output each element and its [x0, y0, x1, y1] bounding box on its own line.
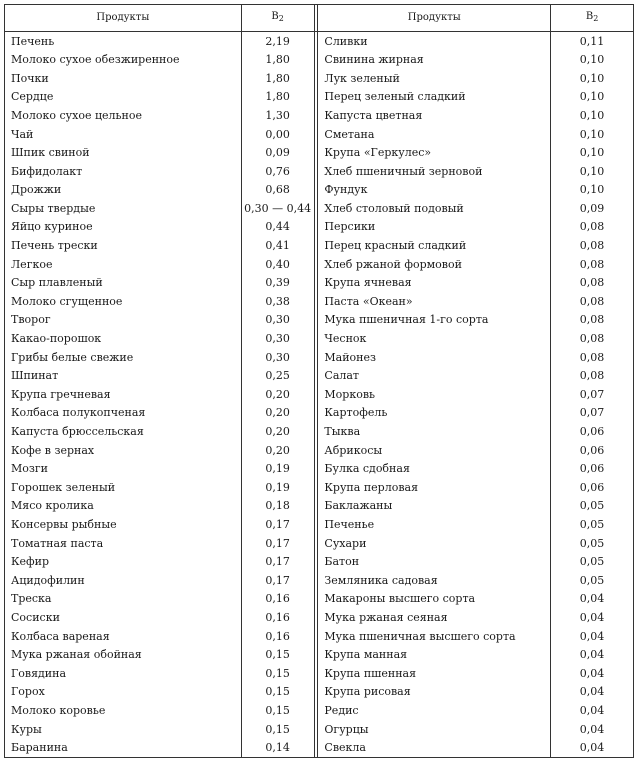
right-product-cell: Персики — [318, 218, 551, 237]
left-product-cell: Какао-порошок — [5, 330, 242, 349]
right-value-cell: 0,04 — [551, 720, 634, 739]
right-value-cell: 0,06 — [551, 422, 634, 441]
right-value-cell: 0,07 — [551, 385, 634, 404]
right-product-cell: Огурцы — [318, 720, 551, 739]
left-value-cell: 0,14 — [241, 739, 314, 758]
right-value-cell: 0,06 — [551, 441, 634, 460]
table-row — [5, 292, 634, 311]
left-product-cell: Треска — [5, 590, 242, 609]
left-product-cell: Колбаса полукопченая — [5, 404, 242, 423]
left-product-cell: Горошек зеленый — [5, 478, 242, 497]
right-value-cell: 0,04 — [551, 739, 634, 758]
right-product-cell: Майонез — [318, 348, 551, 367]
right-product-cell: Крупа ячневая — [318, 274, 551, 293]
left-product-cell: Кефир — [5, 553, 242, 572]
right-value-cell: 0,08 — [551, 237, 634, 256]
left-value-cell: 0,17 — [241, 534, 314, 553]
header-left-value-subscript: 2 — [278, 14, 284, 24]
left-value-cell: 0,16 — [241, 608, 314, 627]
right-value-cell: 0,05 — [551, 553, 634, 572]
left-value-cell: 0,25 — [241, 367, 314, 386]
table-row — [5, 69, 634, 88]
table-row — [5, 720, 634, 739]
table-row — [5, 330, 634, 349]
left-value-cell: 0,68 — [241, 181, 314, 200]
left-product-cell: Легкое — [5, 255, 242, 274]
table-row — [5, 701, 634, 720]
right-value-cell: 0,10 — [551, 51, 634, 70]
right-value-cell: 0,10 — [551, 144, 634, 163]
left-value-cell: 0,19 — [241, 478, 314, 497]
table-row — [5, 646, 634, 665]
left-product-cell: Крупа гречневая — [5, 385, 242, 404]
left-product-cell: Сыр плавленый — [5, 274, 242, 293]
table-row — [5, 441, 634, 460]
right-value-cell: 0,04 — [551, 701, 634, 720]
right-product-cell: Салат — [318, 367, 551, 386]
table-row — [5, 32, 634, 51]
left-product-cell: Томатная паста — [5, 534, 242, 553]
right-value-cell: 0,05 — [551, 515, 634, 534]
left-product-cell: Почки — [5, 69, 242, 88]
right-product-cell: Крупа манная — [318, 646, 551, 665]
right-product-cell: Редис — [318, 701, 551, 720]
right-value-cell: 0,05 — [551, 497, 634, 516]
right-value-cell: 0,04 — [551, 664, 634, 683]
table-row — [5, 553, 634, 572]
table-row — [5, 627, 634, 646]
left-product-cell: Бифидолакт — [5, 162, 242, 181]
right-product-cell: Булка сдобная — [318, 460, 551, 479]
table-row — [5, 125, 634, 144]
left-product-cell: Куры — [5, 720, 242, 739]
left-value-cell: 0,15 — [241, 701, 314, 720]
left-value-cell: 0,38 — [241, 292, 314, 311]
left-value-cell: 0,76 — [241, 162, 314, 181]
right-product-cell: Батон — [318, 553, 551, 572]
right-value-cell: 0,07 — [551, 404, 634, 423]
left-value-cell: 0,19 — [241, 460, 314, 479]
table-row — [5, 274, 634, 293]
left-value-cell: 0,20 — [241, 422, 314, 441]
right-product-cell: Крупа перловая — [318, 478, 551, 497]
header-right-product: Продукты — [318, 5, 551, 32]
table-row — [5, 144, 634, 163]
left-value-cell: 0,16 — [241, 627, 314, 646]
table-row — [5, 51, 634, 70]
right-value-cell: 0,05 — [551, 571, 634, 590]
table-row — [5, 311, 634, 330]
left-value-cell: 0,30 — [241, 348, 314, 367]
table-row — [5, 385, 634, 404]
table-row — [5, 88, 634, 107]
left-value-cell: 0,41 — [241, 237, 314, 256]
table-row — [5, 218, 634, 237]
table-row — [5, 162, 634, 181]
left-product-cell: Горох — [5, 683, 242, 702]
right-product-cell: Сметана — [318, 125, 551, 144]
table-row — [5, 404, 634, 423]
left-value-cell: 0,09 — [241, 144, 314, 163]
right-value-cell: 0,10 — [551, 106, 634, 125]
right-product-cell: Перец красный сладкий — [318, 237, 551, 256]
table-row — [5, 460, 634, 479]
right-value-cell: 0,06 — [551, 460, 634, 479]
left-value-cell: 1,80 — [241, 88, 314, 107]
table-row — [5, 683, 634, 702]
table-header-row — [5, 5, 634, 32]
left-value-cell: 0,17 — [241, 515, 314, 534]
right-value-cell: 0,05 — [551, 534, 634, 553]
left-product-cell: Мясо кролика — [5, 497, 242, 516]
table-row — [5, 367, 634, 386]
right-product-cell: Морковь — [318, 385, 551, 404]
right-value-cell: 0,10 — [551, 69, 634, 88]
left-product-cell: Чай — [5, 125, 242, 144]
right-product-cell: Мука пшеничная 1-го сорта — [318, 311, 551, 330]
left-product-cell: Молоко сухое цельное — [5, 106, 242, 125]
right-value-cell: 0,04 — [551, 646, 634, 665]
table-row — [5, 515, 634, 534]
table-row — [5, 422, 634, 441]
header-right-value-letter: B — [585, 11, 594, 23]
right-product-cell: Баклажаны — [318, 497, 551, 516]
right-product-cell: Мука ржаная сеяная — [318, 608, 551, 627]
left-value-cell: 0,17 — [241, 553, 314, 572]
right-value-cell: 0,09 — [551, 199, 634, 218]
table-row — [5, 664, 634, 683]
right-product-cell: Хлеб столовый подовый — [318, 199, 551, 218]
table-row — [5, 571, 634, 590]
table-row — [5, 739, 634, 758]
left-product-cell: Молоко сгущенное — [5, 292, 242, 311]
right-value-cell: 0,08 — [551, 367, 634, 386]
table-row — [5, 106, 634, 125]
left-value-cell: 0,20 — [241, 441, 314, 460]
left-value-cell: 0,15 — [241, 664, 314, 683]
left-value-cell: 0,15 — [241, 720, 314, 739]
header-right-value — [551, 5, 634, 32]
left-value-cell: 0,30 — 0,44 — [241, 199, 314, 218]
left-product-cell: Печень трески — [5, 237, 242, 256]
right-product-cell: Свинина жирная — [318, 51, 551, 70]
left-value-cell: 0,16 — [241, 590, 314, 609]
table-row — [5, 497, 634, 516]
left-product-cell: Ацидофилин — [5, 571, 242, 590]
right-value-cell: 0,04 — [551, 627, 634, 646]
right-product-cell: Печенье — [318, 515, 551, 534]
table-row — [5, 255, 634, 274]
header-right-value-subscript: 2 — [593, 14, 599, 24]
right-value-cell: 0,08 — [551, 292, 634, 311]
right-value-cell: 0,08 — [551, 311, 634, 330]
right-product-cell: Свекла — [318, 739, 551, 758]
right-product-cell: Чеснок — [318, 330, 551, 349]
right-value-cell: 0,04 — [551, 683, 634, 702]
left-product-cell: Сыры твердые — [5, 199, 242, 218]
header-left-value-letter: B — [271, 11, 279, 23]
right-product-cell: Картофель — [318, 404, 551, 423]
left-value-cell: 1,80 — [241, 69, 314, 88]
right-value-cell: 0,08 — [551, 255, 634, 274]
right-value-cell: 0,10 — [551, 88, 634, 107]
right-product-cell: Мука пшеничная высшего сорта — [318, 627, 551, 646]
left-product-cell: Молоко коровье — [5, 701, 242, 720]
table-row — [5, 199, 634, 218]
right-product-cell: Хлеб ржаной формовой — [318, 255, 551, 274]
left-product-cell: Мозги — [5, 460, 242, 479]
left-product-cell: Грибы белые свежие — [5, 348, 242, 367]
left-value-cell: 1,30 — [241, 106, 314, 125]
table-row — [5, 590, 634, 609]
left-product-cell: Сердце — [5, 88, 242, 107]
table-row — [5, 534, 634, 553]
right-value-cell: 0,08 — [551, 274, 634, 293]
left-value-cell: 0,44 — [241, 218, 314, 237]
left-product-cell: Дрожжи — [5, 181, 242, 200]
right-product-cell: Земляника садовая — [318, 571, 551, 590]
left-product-cell: Сосиски — [5, 608, 242, 627]
header-left-value — [241, 5, 314, 32]
right-product-cell: Крупа «Геркулес» — [318, 144, 551, 163]
header-left-product: Продукты — [5, 5, 242, 32]
left-product-cell: Печень — [5, 32, 242, 51]
right-product-cell: Капуста цветная — [318, 106, 551, 125]
right-product-cell: Крупа пшенная — [318, 664, 551, 683]
left-product-cell: Говядина — [5, 664, 242, 683]
left-product-cell: Шпик свиной — [5, 144, 242, 163]
left-product-cell: Яйцо куриное — [5, 218, 242, 237]
right-value-cell: 0,08 — [551, 218, 634, 237]
table-row — [5, 608, 634, 627]
table-body — [5, 32, 634, 758]
left-value-cell: 0,15 — [241, 646, 314, 665]
left-product-cell: Мука ржаная обойная — [5, 646, 242, 665]
right-product-cell: Абрикосы — [318, 441, 551, 460]
right-value-cell: 0,08 — [551, 330, 634, 349]
right-value-cell: 0,11 — [551, 32, 634, 51]
left-value-cell: 0,30 — [241, 311, 314, 330]
right-product-cell: Фундук — [318, 181, 551, 200]
right-product-cell: Перец зеленый сладкий — [318, 88, 551, 107]
right-product-cell: Сухари — [318, 534, 551, 553]
left-value-cell: 0,18 — [241, 497, 314, 516]
right-product-cell: Лук зеленый — [318, 69, 551, 88]
left-product-cell: Баранина — [5, 739, 242, 758]
right-value-cell: 0,10 — [551, 162, 634, 181]
right-value-cell: 0,06 — [551, 478, 634, 497]
right-value-cell: 0,08 — [551, 348, 634, 367]
left-product-cell: Шпинат — [5, 367, 242, 386]
left-value-cell: 1,80 — [241, 51, 314, 70]
left-value-cell: 0,15 — [241, 683, 314, 702]
left-value-cell: 0,40 — [241, 255, 314, 274]
table-row — [5, 478, 634, 497]
table-row — [5, 348, 634, 367]
left-value-cell: 0,00 — [241, 125, 314, 144]
left-product-cell: Капуста брюссельская — [5, 422, 242, 441]
left-value-cell: 0,30 — [241, 330, 314, 349]
left-value-cell: 0,20 — [241, 404, 314, 423]
right-value-cell: 0,04 — [551, 590, 634, 609]
left-value-cell: 2,19 — [241, 32, 314, 51]
right-value-cell: 0,04 — [551, 608, 634, 627]
right-product-cell: Сливки — [318, 32, 551, 51]
right-product-cell: Макароны высшего сорта — [318, 590, 551, 609]
left-product-cell: Молоко сухое обезжиренное — [5, 51, 242, 70]
left-product-cell: Колбаса вареная — [5, 627, 242, 646]
right-product-cell: Крупа рисовая — [318, 683, 551, 702]
table-row — [5, 181, 634, 200]
right-value-cell: 0,10 — [551, 181, 634, 200]
left-product-cell: Консервы рыбные — [5, 515, 242, 534]
vitamin-b2-table — [4, 4, 634, 758]
table-row — [5, 237, 634, 256]
right-product-cell: Хлеб пшеничный зерновой — [318, 162, 551, 181]
left-value-cell: 0,39 — [241, 274, 314, 293]
right-product-cell: Паста «Океан» — [318, 292, 551, 311]
left-value-cell: 0,20 — [241, 385, 314, 404]
right-value-cell: 0,10 — [551, 125, 634, 144]
left-value-cell: 0,17 — [241, 571, 314, 590]
left-product-cell: Кофе в зернах — [5, 441, 242, 460]
left-product-cell: Творог — [5, 311, 242, 330]
right-product-cell: Тыква — [318, 422, 551, 441]
